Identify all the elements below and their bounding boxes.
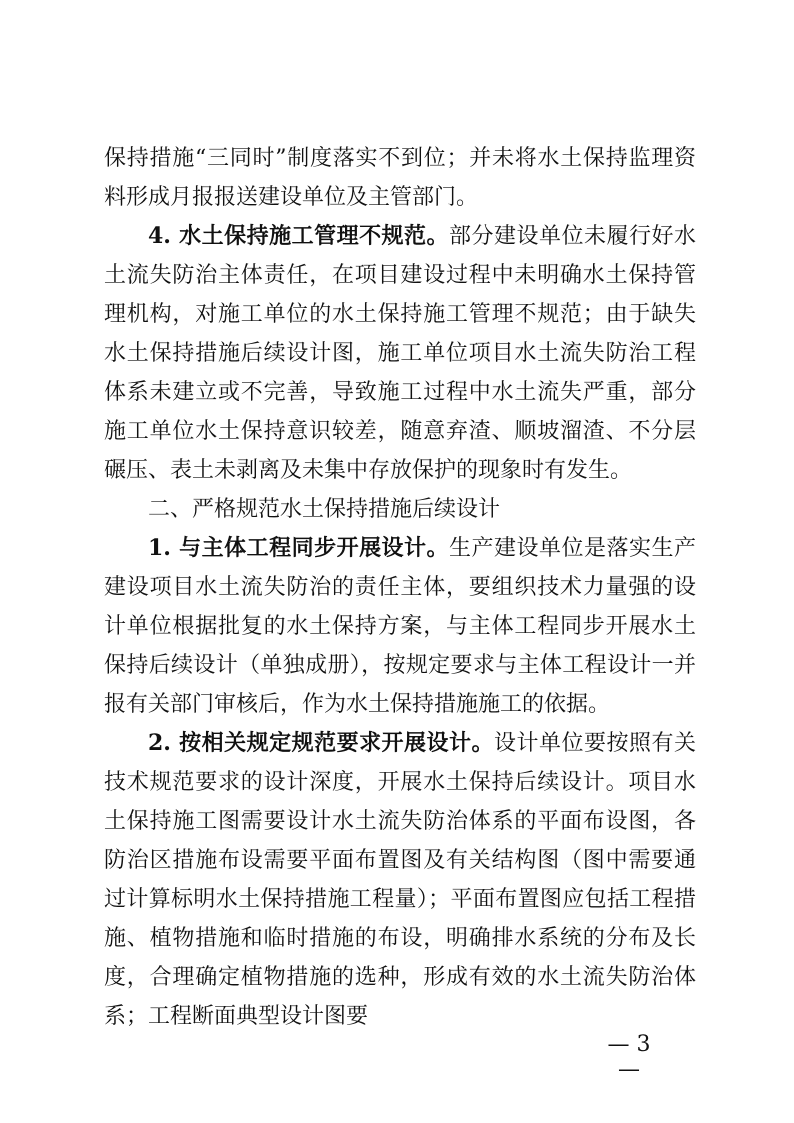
paragraph-heading: 1. 与主体工程同步开展设计。 xyxy=(148,535,450,561)
paragraph-1 xyxy=(104,139,696,217)
paragraph-text: 设计单位要按照有关技术规范要求的设计深度，开展水土保持后续设计。项目水土保持施工图需要设计水土流失防治体系的平面布设图，各防治区措施布设需要平面布置图及有关结构图（图中需要通过计算标明水土保持措施工程量）；平面布置图应包括工程措施、植物措施和临时措施的布设，明确排水系统的分布及长度，合理确定植物措施的选种，形成有效的水土流失防治体系；工程断面典型设计图要 xyxy=(104,731,696,1029)
paragraph-text: 生产建设单位是落实生产建设项目水土流失防治的责任主体，要组织技术力量强的设计单位根据批复的水土保持方案，与主体工程同步开展水土保持后续设计（单独成册），按规定要求与主体工程设计一并报有关部门审核后，作为水土保持措施施工的依据。 xyxy=(104,536,696,717)
paragraph-heading: 4. 水土保持施工管理不规范。 xyxy=(148,223,450,249)
paragraph-5 xyxy=(104,724,696,1036)
paragraph-text: 保持措施“三同时”制度落实不到位；并未将水土保持监理资料形成月报报送建设单位及主管部门。 xyxy=(104,146,696,210)
paragraph-text: 部分建设单位未履行好水土流失防治主体责任，在项目建设过程中未明确水土保持管理机构，对施工单位的水土保持施工管理不规范；由于缺失水土保持措施后续设计图，施工单位项目水土流失防治工程体系未建立或不完善，导致施工过程中水土流失严重，部分施工单位水土保持意识较差，随意弃渣、顺坡溜渣、不分层碾压、表土未剥离及未集中存放保护的现象时有发生。 xyxy=(104,224,696,483)
paragraph-heading: 2. 按相关规定规范要求开展设计。 xyxy=(148,730,495,756)
paragraph-4 xyxy=(104,529,696,724)
section-heading-text: 二、严格规范水土保持措施后续设计 xyxy=(148,497,501,522)
paragraph-2 xyxy=(104,217,696,490)
section-heading xyxy=(104,490,696,529)
page-number: — 3 — xyxy=(607,1032,651,1082)
document-body xyxy=(104,139,696,1036)
